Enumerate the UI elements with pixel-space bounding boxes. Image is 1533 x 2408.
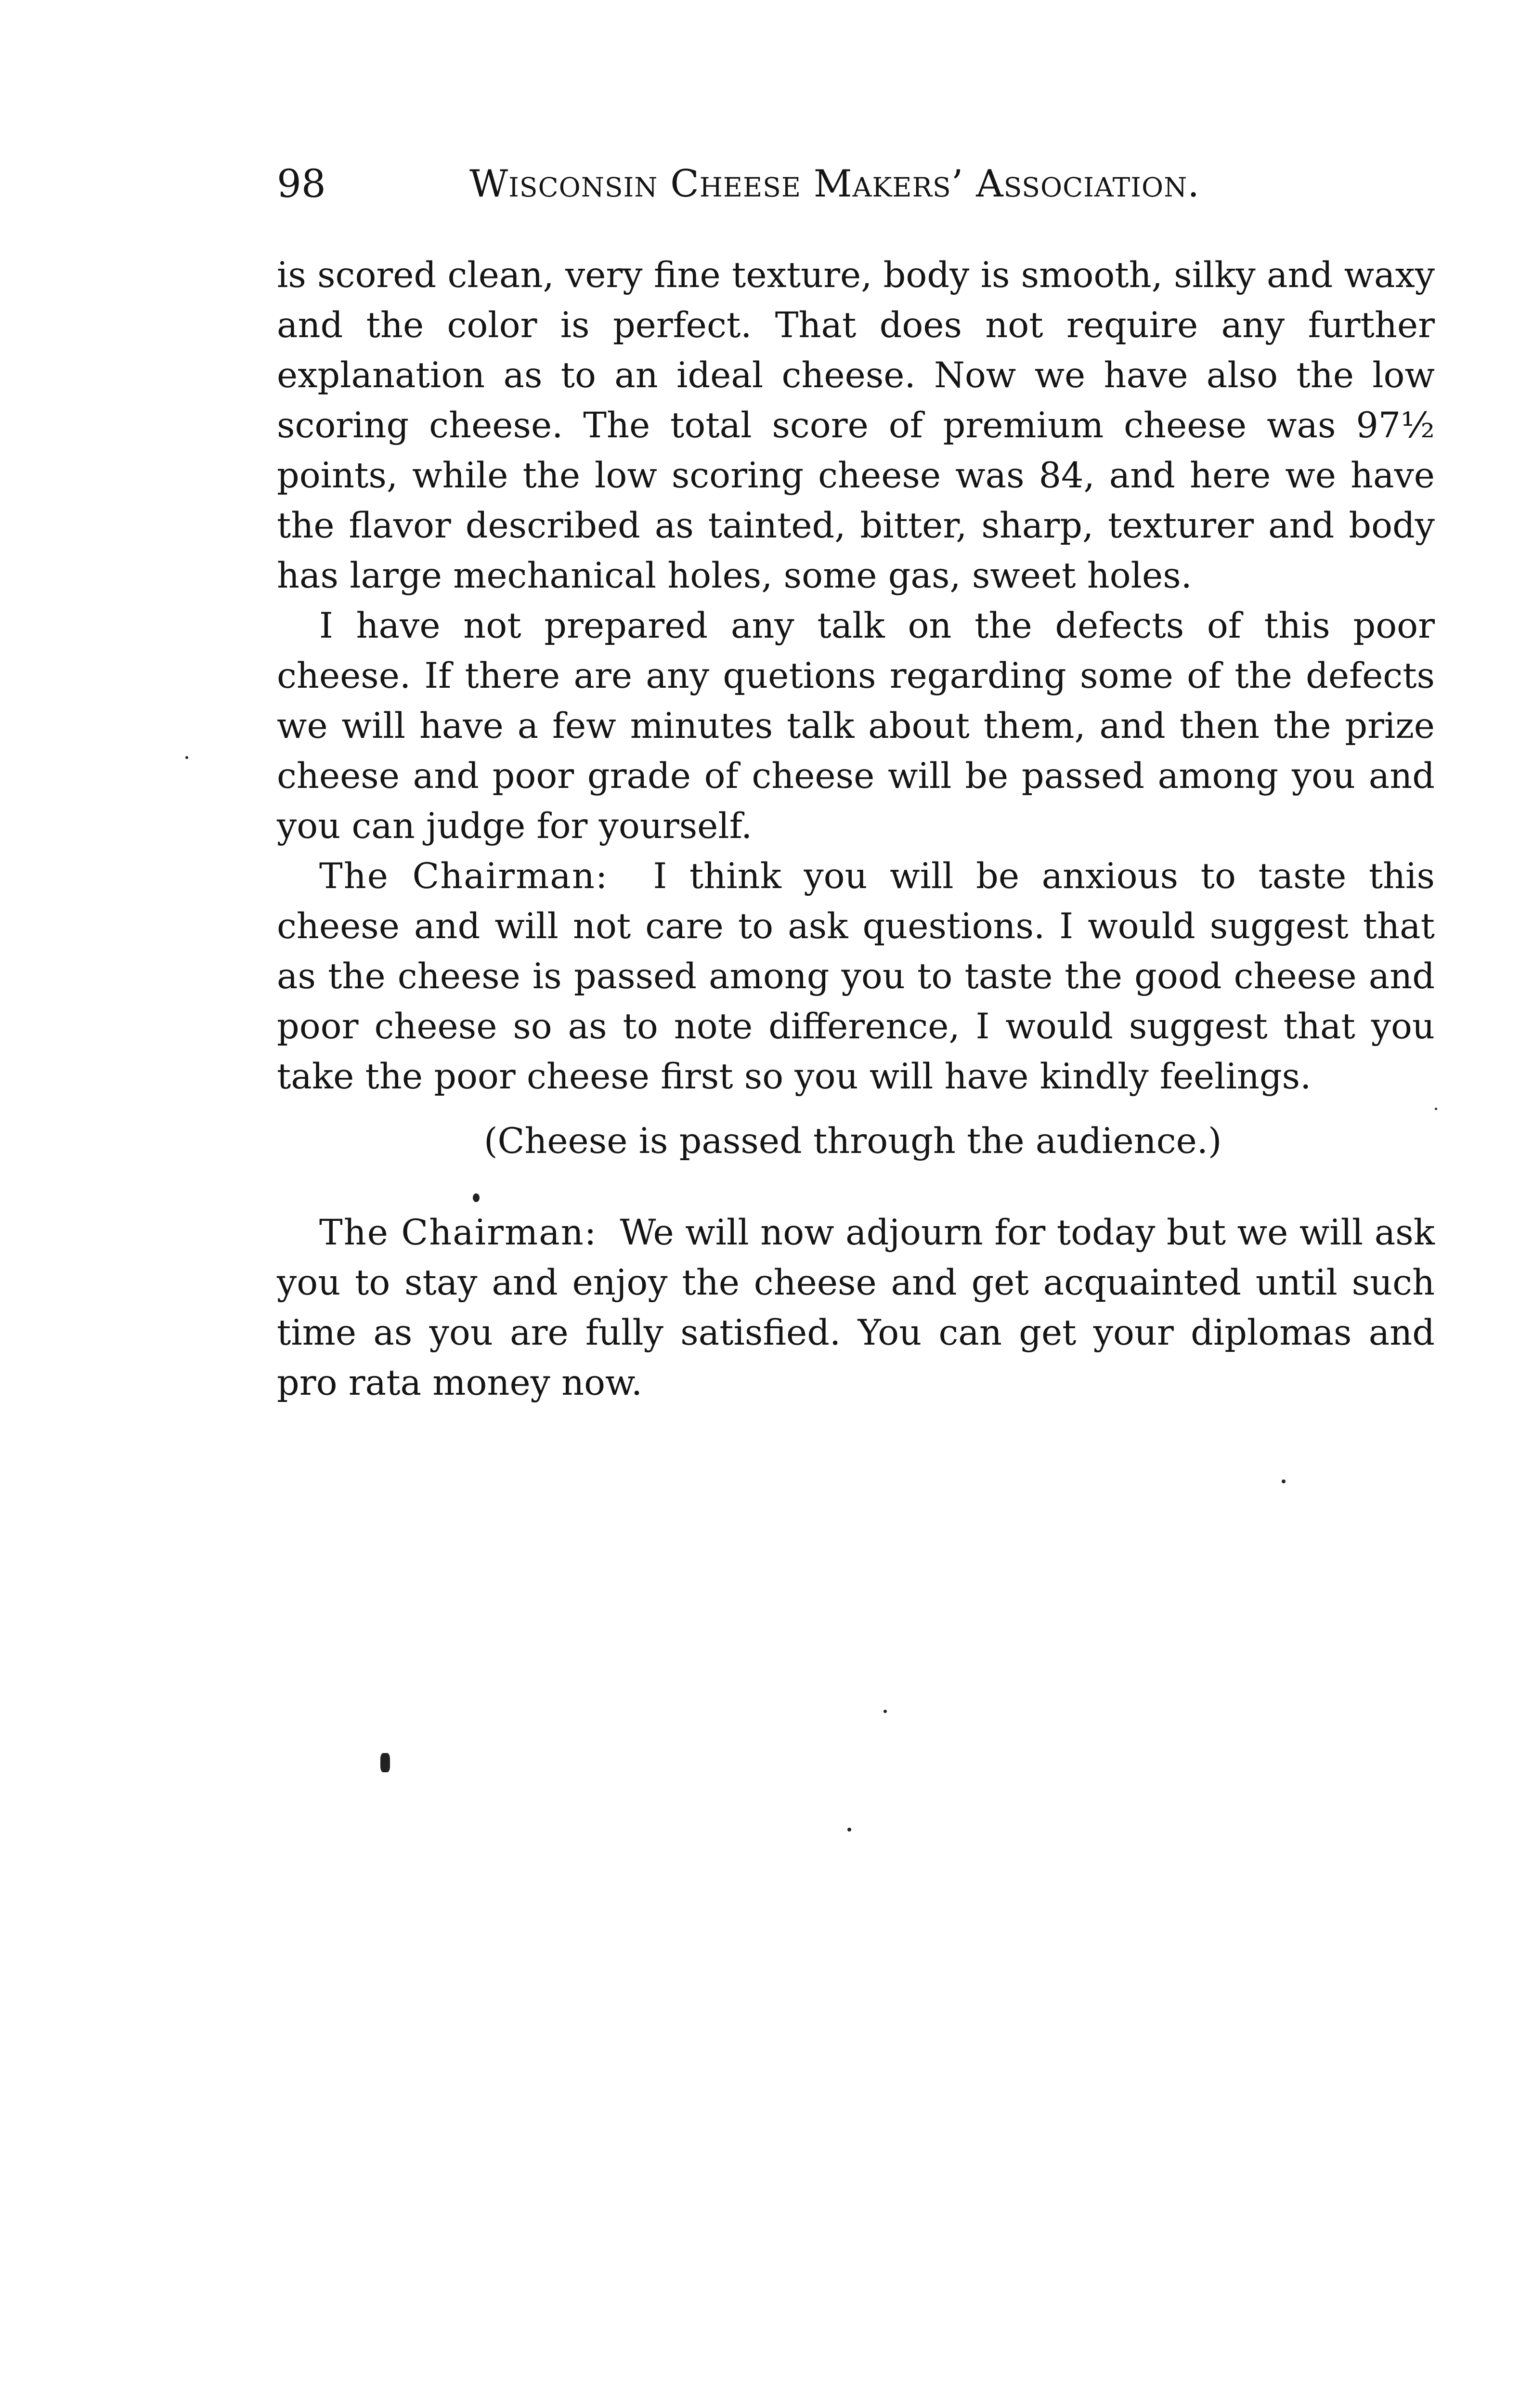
scan-speck <box>883 1710 887 1713</box>
page-number: 98 <box>277 161 326 206</box>
running-title: Wisconsin Cheese Makers’ Association. <box>469 162 1200 206</box>
paragraph-continued: is scored clean, very fine texture, body is smooth, silky and waxy and the color is perfect. That does not require any further explanation as to an ideal cheese. Now we have also the low scoring cheese. The total score of premium cheese was 97½ points, while the low scoring cheese was 84, and here we have the flavor described as tainted, bitter, sharp, texturer and body has large mechanical holes, some gas, sweet holes. <box>277 255 1435 596</box>
speech-text: We will now adjourn for today but we will ask you to stay and enjoy the cheese and get acquainted until such time as you are fully satisfied. You can get your diplomas and pro rata money now. <box>277 1212 1435 1403</box>
paragraph-defects: I have not prepared any talk on the defects of this poor cheese. If there are any quetions regarding some of the defects we will have a few minutes talk about them, and then the prize cheese and poor grade of cheese will be passed among you and you can judge for yourself. <box>277 605 1435 847</box>
speech-text: I think you will be anxious to taste this cheese and will not care to ask questions. I would suggest that as the cheese is passed among you to taste the good cheese and poor cheese so as to note difference, I would suggest that you take the poor cheese first so you will have kindly feelings. <box>277 856 1435 1097</box>
scan-speck <box>847 1828 851 1832</box>
page-header <box>277 155 1432 213</box>
scan-speck <box>1282 1479 1286 1483</box>
scan-speck <box>185 756 188 759</box>
scan-speck <box>473 1193 480 1202</box>
speaker-label: The Chairman: <box>319 1212 598 1253</box>
paragraph-chairman-1 <box>277 851 1435 1102</box>
scan-speck <box>380 1753 390 1772</box>
paragraph-chairman-2 <box>277 1208 1435 1408</box>
speaker-label: The Chairman: <box>319 856 609 897</box>
scan-speck <box>1435 1108 1437 1110</box>
stage-direction: (Cheese is passed through the audience.) <box>484 1121 1222 1162</box>
body-text <box>277 250 1435 1408</box>
